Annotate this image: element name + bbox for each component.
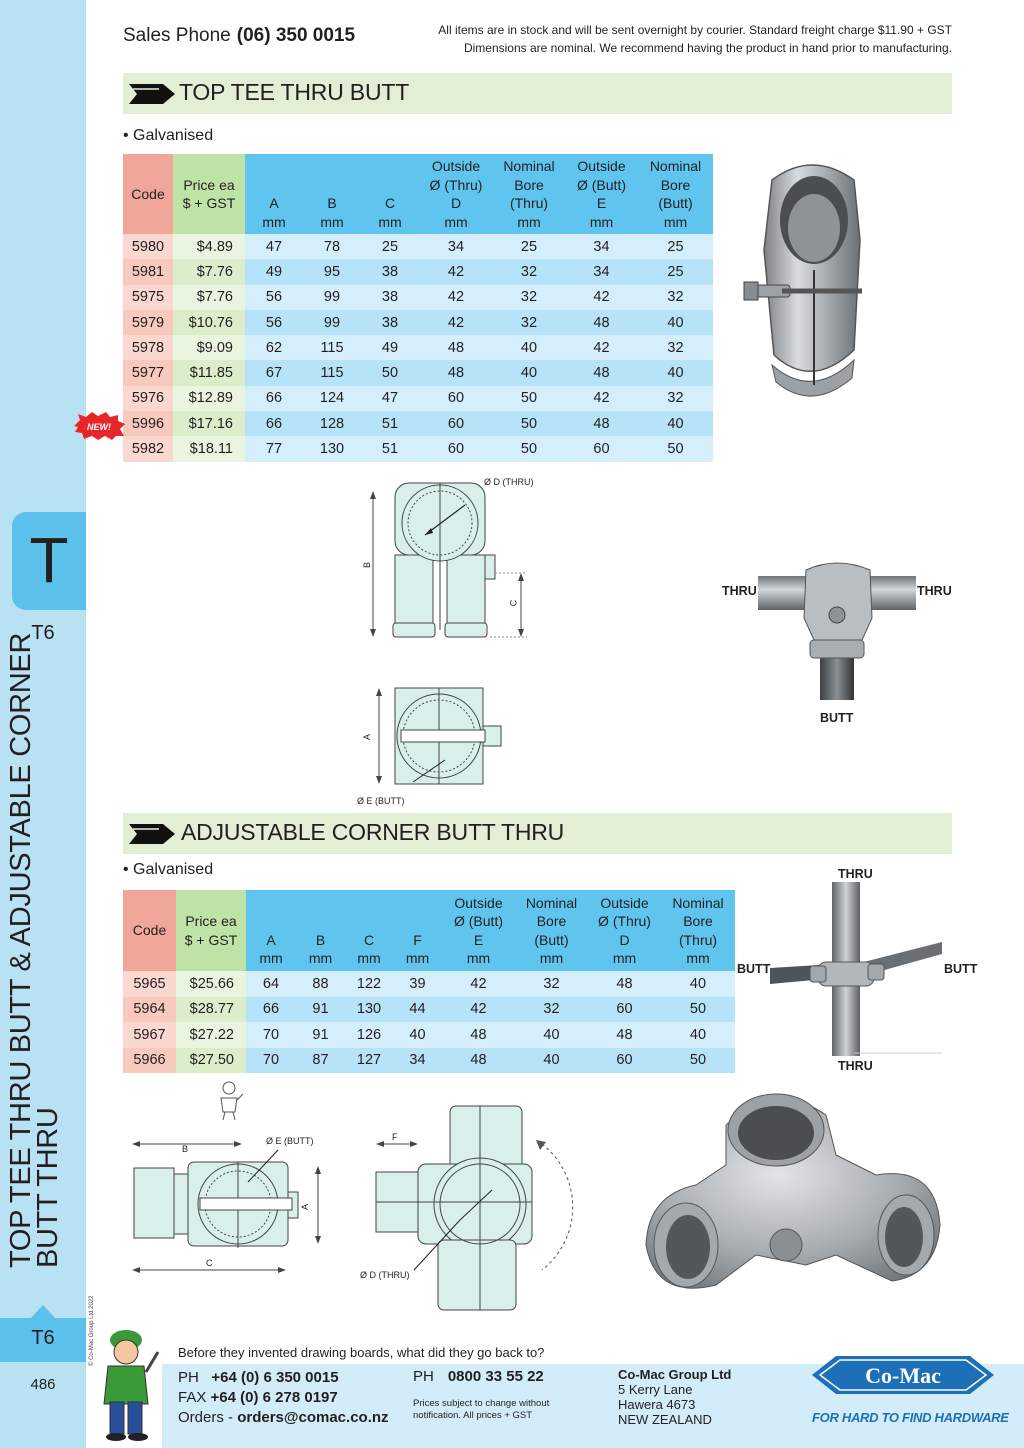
dimension-cell: 32: [638, 285, 713, 310]
dimension-cell: 60: [588, 1048, 661, 1074]
dimension-cell: 40: [493, 360, 565, 385]
product-code: 5979: [123, 310, 173, 335]
col-nominal-butt: Nominal Bore (Butt) mm: [638, 154, 713, 234]
table-row: [123, 997, 735, 1023]
dimension-cell: 122: [345, 971, 393, 997]
arrow-icon: [129, 824, 175, 844]
header-notes: [438, 21, 952, 57]
price-cell: $12.89: [173, 386, 245, 411]
label-thru-left: THRU: [722, 584, 757, 598]
table-row: [123, 436, 713, 461]
col-code: Code: [123, 154, 173, 234]
cartoon-figure-icon: [215, 1080, 245, 1120]
company-address: [618, 1367, 731, 1427]
ph-label: PH: [178, 1369, 199, 1386]
dimension-cell: 40: [393, 1022, 442, 1048]
dimension-cell: 40: [661, 971, 735, 997]
dimension-cell: 60: [419, 436, 493, 461]
col-outside-d: Outside Ø (Thru) D mm: [419, 154, 493, 234]
dimension-cell: 32: [515, 997, 588, 1023]
finish-bullet: • Galvanised: [123, 127, 214, 144]
note-freight: All items are in stock and will be sent overnight by courier. Standard freight charge $11.90 + GST: [438, 23, 952, 37]
table-row: [123, 386, 713, 411]
price-cell: $17.16: [173, 411, 245, 436]
col-nominal-thru: Nominal Bore (Thru) mm: [661, 890, 735, 971]
logo-text: Co-Mac: [865, 1363, 941, 1388]
corner-photo: [636, 1085, 956, 1315]
address-line-2: Hawera 4673: [618, 1397, 696, 1412]
price-cell: $11.85: [173, 360, 245, 385]
price-cell: $7.76: [173, 259, 245, 284]
sales-label: Sales Phone: [123, 25, 231, 46]
price-cell: $27.22: [176, 1022, 246, 1048]
label-thru-right: THRU: [917, 584, 952, 598]
dimension-cell: 60: [419, 411, 493, 436]
price-cell: $28.77: [176, 997, 246, 1023]
table-row: [123, 971, 735, 997]
dimension-cell: 95: [303, 259, 361, 284]
product-code: 5975: [123, 285, 173, 310]
dimension-cell: 40: [493, 335, 565, 360]
dimension-cell: 50: [493, 436, 565, 461]
col-a: A mm: [245, 154, 303, 234]
dimension-cell: 34: [565, 259, 638, 284]
dimension-cell: 70: [246, 1022, 296, 1048]
new-badge-text: NEW!: [87, 422, 111, 432]
label-butt-left: BUTT: [737, 962, 771, 976]
dimension-cell: 50: [361, 360, 419, 385]
dimension-cell: 42: [565, 285, 638, 310]
product-code: 5980: [123, 234, 173, 259]
product-code: 5966: [123, 1048, 176, 1074]
dimension-cell: 48: [419, 335, 493, 360]
ph-number: +64 (0) 6 350 0015: [211, 1369, 339, 1386]
dimension-cell: 38: [361, 310, 419, 335]
dimension-cell: 60: [419, 386, 493, 411]
col-a: A mm: [246, 890, 296, 971]
price-cell: $10.76: [173, 310, 245, 335]
product-code: 5977: [123, 360, 173, 385]
ph2-label: PH: [413, 1368, 434, 1385]
dimension-cell: 115: [303, 360, 361, 385]
dimension-cell: 91: [296, 997, 345, 1023]
dimension-cell: 42: [419, 310, 493, 335]
dimension-cell: 49: [245, 259, 303, 284]
section-code-top: T6: [31, 622, 55, 644]
section-header-adjustable-corner: [123, 813, 952, 854]
dimension-cell: 32: [493, 285, 565, 310]
comac-logo: [812, 1344, 994, 1406]
label-d-thru: Ø D (THRU): [484, 477, 534, 487]
product-code: 5976: [123, 386, 173, 411]
dimension-cell: 130: [345, 997, 393, 1023]
corner-pipe-photo: [770, 880, 942, 1058]
dimension-cell: 50: [661, 1048, 735, 1074]
dimension-cell: 64: [246, 971, 296, 997]
col-price: Price ea $ + GST: [173, 154, 245, 234]
dimension-cell: 77: [245, 436, 303, 461]
dimension-cell: 48: [565, 310, 638, 335]
dimension-cell: 51: [361, 436, 419, 461]
dimension-cell: 128: [303, 411, 361, 436]
top-tee-table-body: [123, 234, 713, 462]
dimension-cell: 40: [515, 1048, 588, 1074]
product-code: 5965: [123, 971, 176, 997]
col-f: F mm: [393, 890, 442, 971]
tagline: FOR HARD TO FIND HARDWARE: [812, 1410, 1009, 1425]
vertical-title-line-2: BUTT THRU: [32, 1107, 64, 1268]
dimension-cell: 62: [245, 335, 303, 360]
dimension-cell: 40: [638, 411, 713, 436]
dimension-cell: 48: [588, 1022, 661, 1048]
finish-bullet: • Galvanised: [123, 861, 214, 878]
section-code-bottom: T6: [31, 1327, 55, 1349]
dimension-cell: 40: [638, 360, 713, 385]
label-f: F: [392, 1132, 398, 1142]
table-row: [123, 285, 713, 310]
price-cell: $25.66: [176, 971, 246, 997]
section-title: ADJUSTABLE CORNER BUTT THRU: [181, 819, 565, 845]
dimension-cell: 32: [493, 310, 565, 335]
dimension-cell: 40: [515, 1022, 588, 1048]
dimension-cell: 48: [442, 1048, 515, 1074]
dimension-cell: 78: [303, 234, 361, 259]
dimension-cell: 32: [638, 335, 713, 360]
dimension-cell: 48: [565, 411, 638, 436]
top-tee-front-diagram: [355, 475, 540, 645]
table-row: [123, 259, 713, 284]
product-code: 5982: [123, 436, 173, 461]
label-b: B: [362, 561, 373, 569]
top-tee-table: [123, 154, 713, 462]
table-row: [123, 1048, 735, 1074]
dimension-cell: 32: [515, 971, 588, 997]
label-a: A: [300, 1203, 311, 1211]
table-row: [123, 411, 713, 436]
top-tee-top-diagram: [355, 682, 515, 794]
dimension-cell: 91: [296, 1022, 345, 1048]
dimension-cell: 47: [245, 234, 303, 259]
col-code: Code: [123, 890, 176, 971]
dimension-cell: 42: [565, 386, 638, 411]
copyright-text: © Co-Mac Group Ltd 2022: [89, 1295, 95, 1366]
dimension-cell: 130: [303, 436, 361, 461]
dimension-cell: 25: [638, 234, 713, 259]
dimension-cell: 50: [661, 997, 735, 1023]
dimension-cell: 127: [345, 1048, 393, 1074]
col-outside-e: Outside Ø (Butt) E mm: [565, 154, 638, 234]
company-name: Co-Mac Group Ltd: [618, 1367, 732, 1382]
address-line-1: 5 Kerry Lane: [618, 1382, 693, 1397]
dimension-cell: 42: [419, 259, 493, 284]
adjustable-corner-table: [123, 890, 735, 1073]
top-tee-pipe-photo: [758, 560, 916, 700]
corner-top-diagram: [128, 1130, 328, 1280]
freephone: [413, 1368, 544, 1385]
col-c: C mm: [345, 890, 393, 971]
vertical-title-line-1: TOP TEE THRU BUTT & ADJUSTABLE CORNER: [5, 632, 37, 1268]
dimension-cell: 34: [393, 1048, 442, 1074]
product-code: 5981: [123, 259, 173, 284]
mascot-icon: [94, 1322, 160, 1442]
dimension-cell: 44: [393, 997, 442, 1023]
label-a: A: [362, 733, 373, 741]
dimension-cell: 66: [245, 411, 303, 436]
orders-label: Orders -: [178, 1409, 234, 1426]
price-cell: $9.09: [173, 335, 245, 360]
table-row: [123, 335, 713, 360]
arrow-icon: [129, 84, 175, 104]
corner-front-diagram: [372, 1100, 612, 1315]
label-butt-right: BUTT: [944, 962, 978, 976]
section-title: TOP TEE THRU BUTT: [179, 79, 410, 105]
dimension-cell: 40: [638, 310, 713, 335]
label-e-butt: Ø E (BUTT): [266, 1136, 314, 1146]
table-row: [123, 310, 713, 335]
dimension-cell: 42: [442, 997, 515, 1023]
dimension-cell: 34: [565, 234, 638, 259]
price-note: [413, 1398, 549, 1422]
col-b: B mm: [296, 890, 345, 971]
dimension-cell: 42: [419, 285, 493, 310]
dimension-cell: 25: [638, 259, 713, 284]
ph2-number: 0800 33 55 22: [447, 1368, 544, 1385]
dimension-cell: 67: [245, 360, 303, 385]
price-cell: $27.50: [176, 1048, 246, 1074]
dimension-cell: 32: [493, 259, 565, 284]
dimension-cell: 39: [393, 971, 442, 997]
label-b: B: [182, 1144, 189, 1154]
dimension-cell: 70: [246, 1048, 296, 1074]
section-tab-letter: T: [29, 524, 69, 596]
product-code: 5967: [123, 1022, 176, 1048]
col-nominal-thru: Nominal Bore (Thru) mm: [493, 154, 565, 234]
col-outside-d: Outside Ø (Thru) D mm: [588, 890, 661, 971]
adjustable-corner-table-body: [123, 971, 735, 1073]
dimension-cell: 99: [303, 285, 361, 310]
price-cell: $4.89: [173, 234, 245, 259]
table-row: [123, 360, 713, 385]
dimension-cell: 88: [296, 971, 345, 997]
dimension-cell: 38: [361, 285, 419, 310]
dimension-cell: 115: [303, 335, 361, 360]
fax-number: +64 (0) 6 278 0197: [210, 1389, 338, 1406]
col-outside-e: Outside Ø (Butt) E mm: [442, 890, 515, 971]
dimension-cell: 42: [565, 335, 638, 360]
section-header-top-tee: [123, 73, 952, 114]
dimension-cell: 40: [661, 1022, 735, 1048]
dimension-cell: 60: [565, 436, 638, 461]
dimension-cell: 99: [303, 310, 361, 335]
dimension-cell: 47: [361, 386, 419, 411]
label-c: C: [206, 1258, 213, 1268]
product-code: 5964: [123, 997, 176, 1023]
dimension-cell: 124: [303, 386, 361, 411]
label-e-butt: Ø E (BUTT): [357, 796, 405, 806]
price-note-line-2: notification. All prices + GST: [413, 1410, 533, 1421]
dimension-cell: 48: [565, 360, 638, 385]
dimension-cell: 48: [442, 1022, 515, 1048]
dimension-cell: 126: [345, 1022, 393, 1048]
new-badge-icon: [72, 412, 126, 440]
dimension-cell: 50: [638, 436, 713, 461]
dimension-cell: 50: [493, 386, 565, 411]
label-thru-top: THRU: [838, 867, 873, 881]
dimension-cell: 48: [419, 360, 493, 385]
dimension-cell: 50: [493, 411, 565, 436]
product-code: 5978: [123, 335, 173, 360]
dimension-cell: 25: [493, 234, 565, 259]
page-number: 486: [30, 1376, 56, 1393]
dimension-cell: 49: [361, 335, 419, 360]
table-row: [123, 234, 713, 259]
dimension-cell: 34: [419, 234, 493, 259]
table-row: [123, 1022, 735, 1048]
label-butt: BUTT: [820, 711, 854, 725]
footer-joke: Before they invented drawing boards, what did they go back to?: [178, 1345, 545, 1360]
dimension-cell: 48: [588, 971, 661, 997]
dimension-cell: 87: [296, 1048, 345, 1074]
label-d-thru: Ø D (THRU): [360, 1270, 410, 1280]
dimension-cell: 32: [638, 386, 713, 411]
dimension-cell: 66: [245, 386, 303, 411]
fax-label: FAX: [178, 1389, 207, 1406]
dimension-cell: 56: [245, 285, 303, 310]
dimension-cell: 51: [361, 411, 419, 436]
tab-notch: [31, 1305, 55, 1318]
dimension-cell: 66: [246, 997, 296, 1023]
dimension-cell: 25: [361, 234, 419, 259]
top-tee-photo: [742, 150, 882, 415]
sales-phone-number: (06) 350 0015: [236, 25, 356, 46]
dimension-cell: 42: [442, 971, 515, 997]
price-note-line-1: Prices subject to change without: [413, 1398, 550, 1409]
contact-phones: [178, 1368, 389, 1428]
sales-phone: [123, 25, 355, 47]
col-price: Price ea $ + GST: [176, 890, 246, 971]
dimension-cell: 60: [588, 997, 661, 1023]
address-line-3: NEW ZEALAND: [618, 1412, 712, 1427]
dimension-cell: 38: [361, 259, 419, 284]
price-cell: $7.76: [173, 285, 245, 310]
label-thru-bottom: THRU: [838, 1059, 873, 1073]
col-nominal-butt: Nominal Bore (Butt) mm: [515, 890, 588, 971]
orders-email[interactable]: orders@comac.co.nz: [237, 1409, 389, 1426]
col-b: B mm: [303, 154, 361, 234]
dimension-cell: 56: [245, 310, 303, 335]
price-cell: $18.11: [173, 436, 245, 461]
col-c: C mm: [361, 154, 419, 234]
label-c: C: [508, 599, 519, 607]
product-code: 5996: [123, 411, 173, 436]
note-dimensions: Dimensions are nominal. We recommend having the product in hand prior to manufacturing.: [463, 41, 952, 55]
